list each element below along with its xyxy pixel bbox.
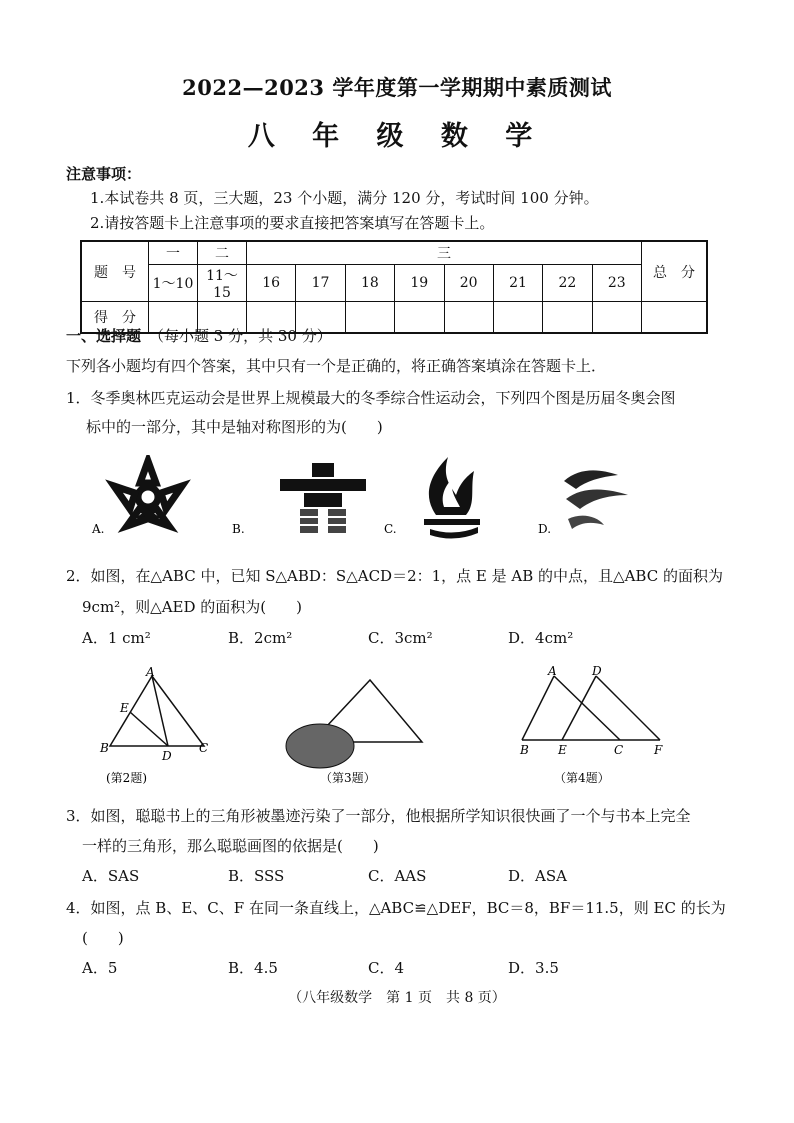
point-label: A: [548, 664, 557, 678]
total-label: 总 分: [642, 241, 708, 302]
exam-subject: 八 年 级 数 学: [247, 121, 547, 152]
q3-option-c: C．AAS: [368, 867, 427, 885]
note-item-1: 1.本试卷共 8 页，三大题，23 个小题，满分 120 分，考试时间 100 分钟。: [90, 189, 599, 207]
q3-option-a: A．SAS: [82, 867, 140, 885]
point-label: C: [614, 743, 624, 757]
point-label: E: [120, 701, 129, 715]
notes-heading: 注意事项：: [66, 165, 142, 183]
q2-option-b: B．2cm²: [228, 629, 293, 647]
flame-emblem: [424, 457, 480, 539]
q3-text-line2: 一样的三角形，那么聪聪画图的依据是( ): [82, 837, 379, 855]
q2-option-d: D．4cm²: [508, 629, 574, 647]
sub-header: 17: [296, 265, 345, 302]
point-label: D: [592, 664, 602, 678]
exam-title: 2022—2023 学年度第一学期期中素质测试: [182, 75, 612, 100]
score-cell: [592, 302, 641, 334]
point-label: D: [162, 749, 172, 763]
inukshuk-emblem: [280, 463, 366, 533]
option-label: B.: [232, 522, 245, 536]
q3-option-d: D．ASA: [508, 867, 567, 885]
swoosh-emblem: [564, 470, 628, 529]
sub-header: 20: [444, 265, 493, 302]
figure-q4: [514, 662, 674, 792]
sub-header: 22: [543, 265, 592, 302]
section1-points: （每小题 3 分，共 30 分）: [149, 327, 332, 345]
score-cell: [543, 302, 592, 334]
score-cell: [395, 302, 444, 334]
score-cell: [642, 302, 708, 334]
point-label: A: [146, 665, 155, 679]
q4-text-line1: 4．如图，点 B、E、C、F 在同一条直线上，△ABC≌△DEF，BC＝8，BF＝11.5，则 EC 的长为: [66, 899, 726, 917]
ink-stain: [286, 724, 354, 768]
q1-text-line2: 标中的一部分，其中是轴对称图形的为( ): [86, 418, 383, 436]
q4-text-line2: ( ): [82, 929, 124, 947]
q2-text-line2: 9cm²，则△AED 的面积为( ): [82, 598, 302, 616]
q4-option-a: A．5: [82, 959, 118, 977]
q2-text-line1: 2．如图，在△ABC 中，已知 S△ABD：S△ACD＝2：1，点 E 是 AB 的中点，且△ABC 的面积为: [66, 567, 723, 585]
section-three: 三: [247, 241, 642, 265]
point-label: B: [100, 741, 109, 755]
option-label: C.: [384, 522, 397, 536]
q4-option-d: D．3.5: [508, 959, 559, 977]
section1-instruction: 下列各小题均有四个答案，其中只有一个是正确的，将正确答案填涂在答题卡上．: [66, 357, 607, 375]
q1-emblems: [90, 455, 670, 545]
note-item-2: 2.请按答题卡上注意事项的要求直接把答案填写在答题卡上。: [90, 214, 495, 232]
figure-caption: （第4题）: [554, 771, 610, 785]
sub-header: 21: [493, 265, 542, 302]
figure-caption: （第3题）: [320, 771, 376, 785]
figure-q3: [282, 672, 432, 792]
row-label-score: 得 分: [81, 302, 149, 334]
q4-option-b: B．4.5: [228, 959, 278, 977]
point-label: B: [520, 743, 529, 757]
section1-header: [66, 326, 332, 346]
sub-header: 1～10: [149, 265, 198, 302]
q2-option-c: C．3cm²: [368, 629, 433, 647]
option-label: A.: [92, 522, 105, 536]
score-cell: [493, 302, 542, 334]
q4-option-c: C．4: [368, 959, 405, 977]
point-label: F: [654, 743, 663, 757]
snowflake-emblem: [114, 461, 182, 526]
sub-header: 16: [247, 265, 296, 302]
score-cell: [444, 302, 493, 334]
q3-option-b: B．SSS: [228, 867, 285, 885]
option-label: D.: [538, 522, 552, 536]
q2-option-a: A．1 cm²: [82, 629, 151, 647]
figure-caption: (第2题): [106, 771, 147, 785]
section-two: 二: [198, 241, 247, 265]
figure-q2: [96, 664, 226, 794]
row-label-number: 题 号: [81, 241, 149, 302]
score-cell: [345, 302, 394, 334]
sub-header: 23: [592, 265, 641, 302]
score-table: [80, 240, 708, 334]
sub-header: 19: [395, 265, 444, 302]
point-label: E: [558, 743, 567, 757]
sub-header: 11～15: [198, 265, 247, 302]
point-label: C: [199, 741, 209, 755]
section1-heading: 一、选择题: [66, 327, 142, 345]
q3-text-line1: 3．如图，聪聪书上的三角形被墨迹污染了一部分，他根据所学知识很快画了一个与书本上完全: [66, 807, 691, 825]
section-one: 一: [149, 241, 198, 265]
page-footer: （八年级数学 第 1 页 共 8 页）: [288, 990, 506, 1006]
q1-text-line1: 1．冬季奥林匹克运动会是世界上规模最大的冬季综合性运动会，下列四个图是历届冬奥会图: [66, 389, 676, 407]
sub-header: 18: [345, 265, 394, 302]
